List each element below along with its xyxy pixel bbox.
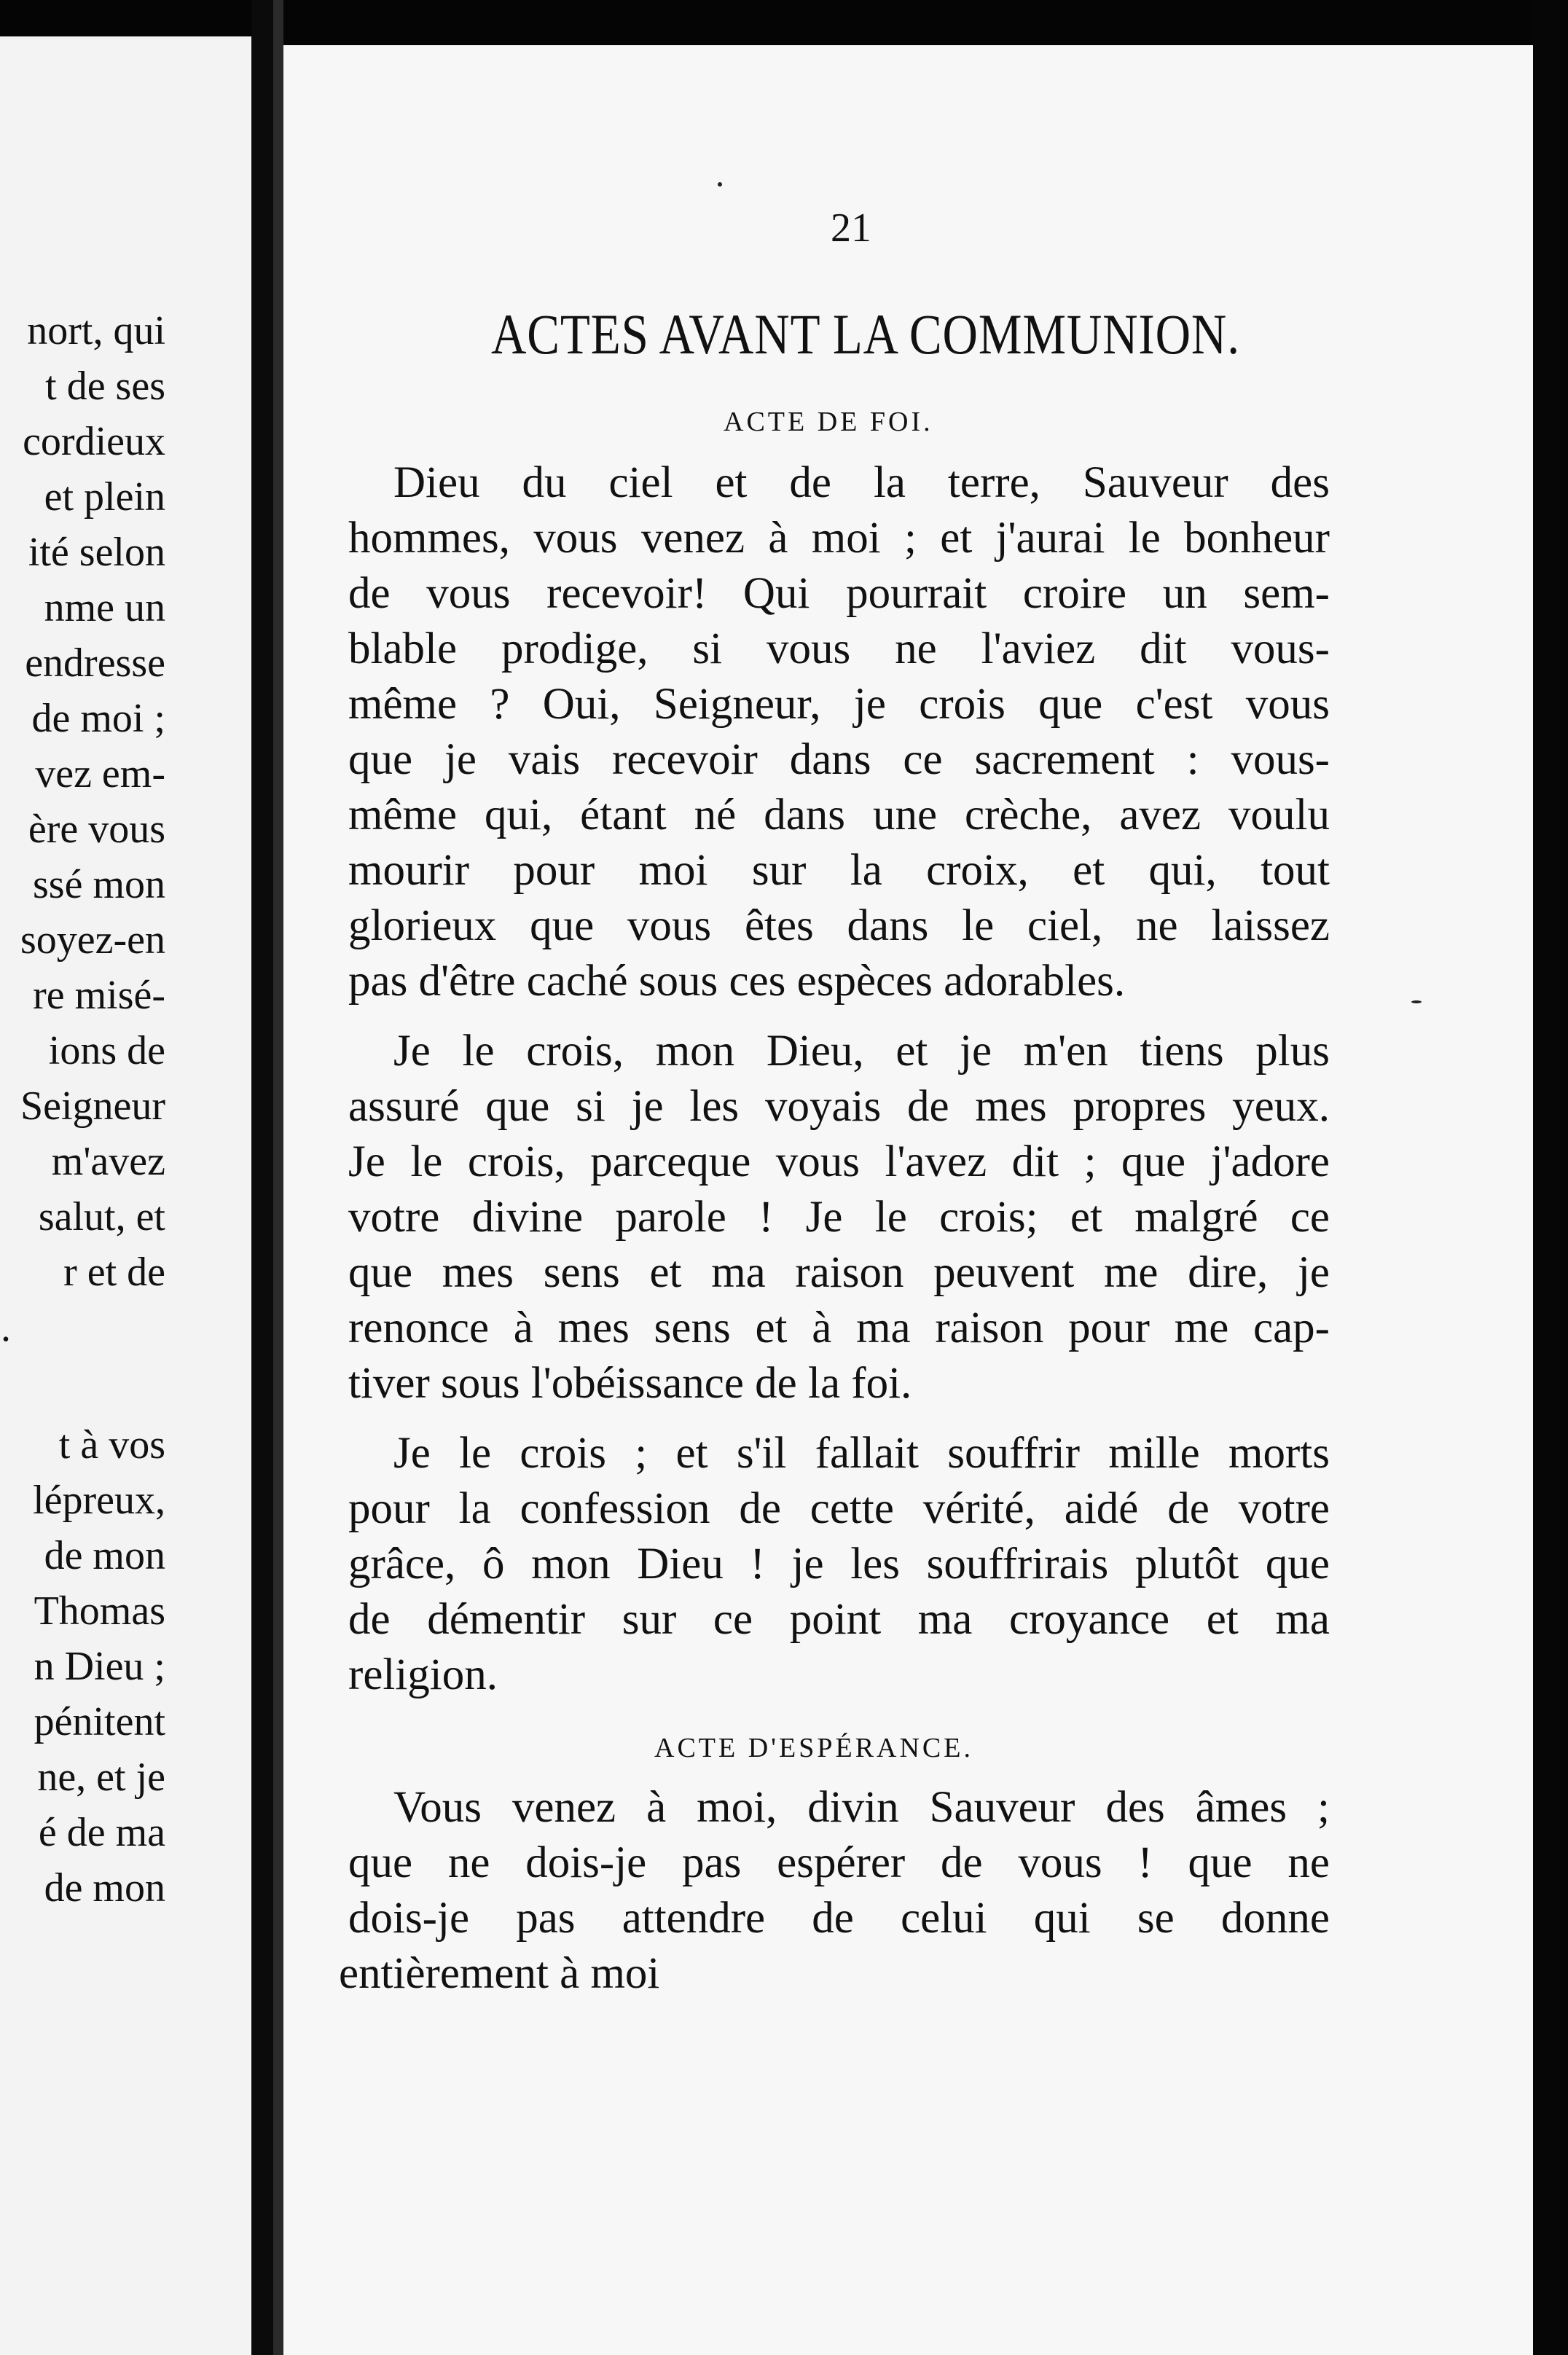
left-page-line: t à vos <box>58 1422 165 1468</box>
left-page-line: ne, et je <box>37 1755 165 1800</box>
section-heading-acte-de-foi: ACTE DE FOI. <box>724 407 933 437</box>
right-scan-border <box>1533 0 1568 2355</box>
text-line: pour la confession de cette vérité, aidé de votre <box>348 1484 1330 1533</box>
left-page-line: t de ses <box>45 364 165 409</box>
left-page-line: de mon <box>44 1865 165 1911</box>
text-line: que je vais recevoir dans ce sacrement : vous- <box>348 735 1330 784</box>
text-line: Je le crois ; et s'il fallait souffrir mille morts <box>393 1429 1330 1478</box>
left-page-line: cordieux <box>23 419 165 464</box>
left-page-line: de mon <box>44 1533 165 1578</box>
left-page-line: et plein <box>44 474 165 520</box>
text-line: Dieu du ciel et de la terre, Sauveur des <box>393 458 1330 507</box>
left-page-line: pénitent <box>34 1699 165 1744</box>
left-page-line: vez em- <box>35 751 165 796</box>
left-page-line: Thomas <box>34 1588 165 1634</box>
text-line: assuré que si je les voyais de mes propres yeux. <box>348 1082 1330 1131</box>
page-title: ACTES AVANT LA COMMUNION. <box>491 302 1240 366</box>
text-line: Je le crois, parceque vous l'avez dit ; que j'adore <box>348 1137 1330 1186</box>
left-page-line: ère vous <box>28 807 165 852</box>
left-page-line: . <box>1 1305 11 1350</box>
text-line: renonce à mes sens et à ma raison pour me cap- <box>348 1304 1330 1352</box>
previous-page-fragment <box>0 36 251 2355</box>
book-gutter <box>251 0 273 2355</box>
text-line: de démentir sur ce point ma croyance et ma <box>348 1595 1330 1644</box>
paper-speck <box>1411 1000 1422 1003</box>
text-line: même ? Oui, Seigneur, je crois que c'est vous <box>348 680 1330 729</box>
left-page-line: salut, et <box>38 1194 165 1239</box>
text-line: blable prodige, si vous ne l'aviez dit vous- <box>348 624 1330 673</box>
paper-speck <box>718 182 722 187</box>
text-line: votre divine parole ! Je le crois; et malgré ce <box>348 1193 1330 1242</box>
text-line: pas d'être caché sous ces espèces adorables. <box>348 957 1126 1006</box>
text-line: grâce, ô mon Dieu ! je les souffrirais plutôt que <box>348 1540 1330 1588</box>
left-page-line: ions de <box>48 1028 165 1073</box>
text-line: de vous recevoir! Qui pourrait croire un sem- <box>348 569 1330 618</box>
left-page-line: ssé mon <box>33 862 165 907</box>
left-page-line: m'avez <box>51 1139 165 1184</box>
left-page-line: ité selon <box>28 530 165 575</box>
section-heading-acte-d-esperance: ACTE D'ESPÉRANCE. <box>654 1733 973 1763</box>
text-line: même qui, étant né dans une crèche, avez voulu <box>348 791 1330 839</box>
gutter-shadow <box>273 0 283 2355</box>
left-page-line: n Dieu ; <box>34 1644 165 1689</box>
text-line: hommes, vous venez à moi ; et j'aurai le bonheur <box>348 514 1330 563</box>
text-line: religion. <box>348 1650 498 1699</box>
left-page-line: nort, qui <box>27 308 165 353</box>
text-line: glorieux que vous êtes dans le ciel, ne laissez <box>348 901 1330 950</box>
text-line: Je le crois, mon Dieu, et je m'en tiens plus <box>393 1027 1330 1075</box>
text-line: Vous venez à moi, divin Sauveur des âmes ; <box>393 1783 1330 1832</box>
left-page-line: r et de <box>63 1250 165 1295</box>
left-page-line: de moi ; <box>31 696 165 741</box>
left-page-line: re misé- <box>33 973 165 1018</box>
left-page-line: Seigneur <box>20 1084 165 1129</box>
text-line: que ne dois-je pas espérer de vous ! que ne <box>348 1838 1330 1887</box>
text-line: entièrement à moi <box>339 1949 660 1998</box>
text-line: dois-je pas attendre de celui qui se donne <box>348 1894 1330 1943</box>
text-line: mourir pour moi sur la croix, et qui, tout <box>348 846 1330 895</box>
left-page-line: nme un <box>44 585 165 630</box>
left-page-line: endresse <box>25 640 165 686</box>
text-line: tiver sous l'obéissance de la foi. <box>348 1359 912 1408</box>
page-number: 21 <box>831 205 871 251</box>
left-page-line: lépreux, <box>33 1478 165 1523</box>
left-page-line: soyez-en <box>20 917 165 963</box>
left-page-line: é de ma <box>38 1810 165 1855</box>
text-line: que mes sens et ma raison peuvent me dire, je <box>348 1248 1330 1297</box>
